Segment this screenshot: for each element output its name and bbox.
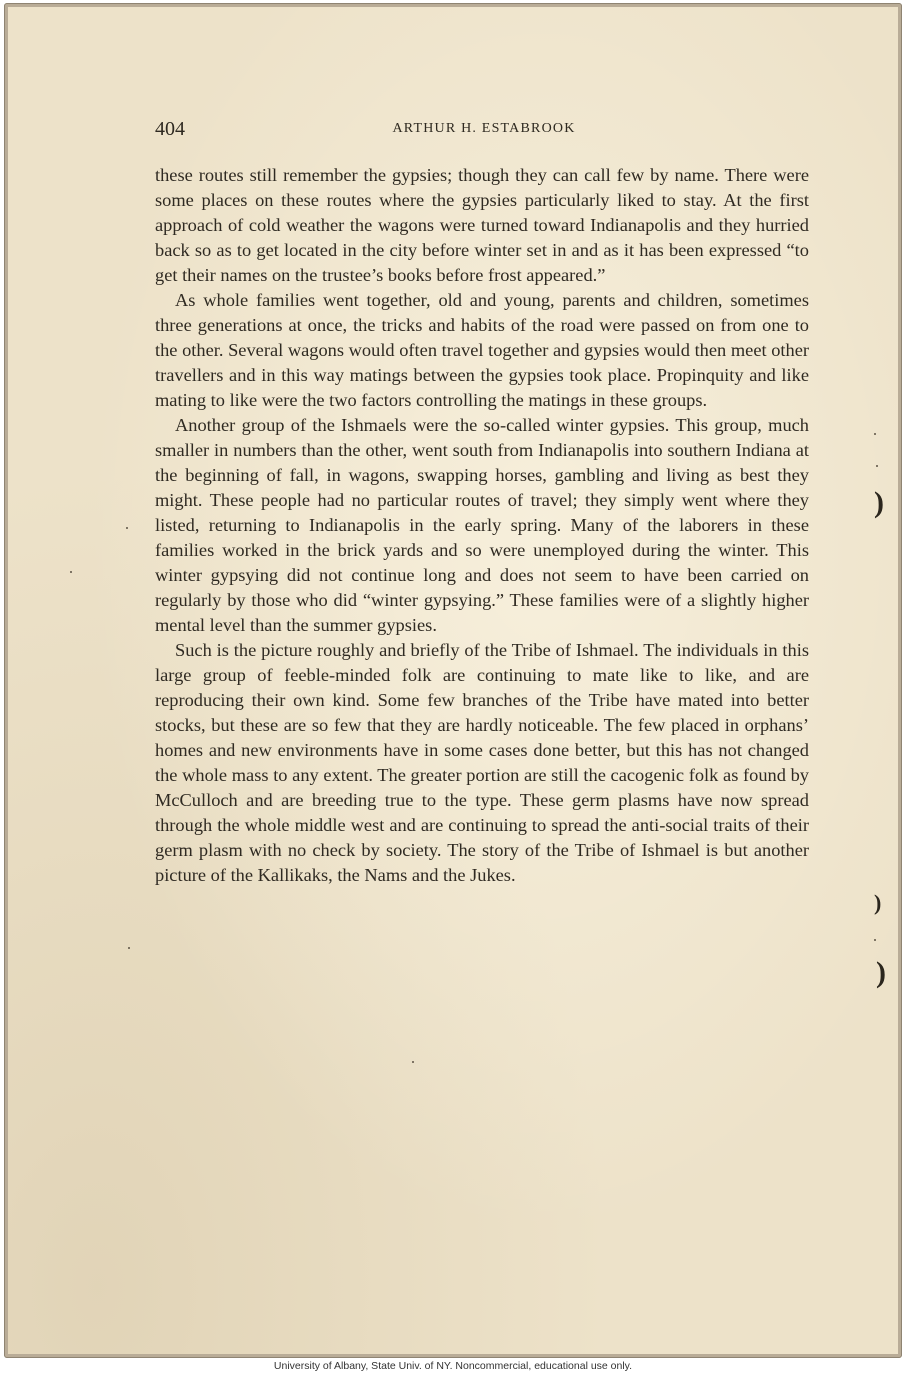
running-head <box>155 118 813 144</box>
paper-speck <box>128 947 130 949</box>
margin-bracket-mark: ) <box>874 486 884 519</box>
paragraph-3: Another group of the Ishmaels were the so-called winter gypsies. This group, much smaller in numbers than the other, went south from Indianapolis into southern Indiana at the beginning of fall, in wagons, swapping horses, gambling and living as best they might. These people had no particular routes of travel; they simply went where they listed, returning to Indianapolis in the early spring. Many of the laborers in these families worked in the brick yards and so were unemployed during the winter. This winter gypsying did not continue long and does not seem to have been carried on regularly by those who did “winter gypsying.” These families were of a slightly higher mental level than the summer gypsies. <box>155 415 809 635</box>
running-title: ARTHUR H. ESTABROOK <box>392 121 576 136</box>
paper-speck <box>412 1061 414 1063</box>
margin-bracket-mark: ) <box>876 956 886 989</box>
usage-credit: University of Albany, State Univ. of NY. Noncommercial, educational use only. <box>273 1360 633 1372</box>
paragraph-1: these routes still remember the gypsies; though they can call few by name. There were some places on these routes where the gypsies particularly liked to stay. At the first approach of cold weather the wagons were turned toward Indianapolis and they hurried back so as to get located in the city before winter set in and as it has been expressed “to get their names on the trustee’s books before frost appeared.” <box>155 165 809 285</box>
paper-speck <box>874 939 876 941</box>
paper-speck <box>70 571 72 573</box>
body-text <box>155 163 809 888</box>
margin-bracket-mark: ) <box>874 890 882 915</box>
page-sheet <box>4 3 902 1358</box>
paper-speck <box>876 465 878 467</box>
paragraph-4: Such is the picture roughly and briefly of the Tribe of Ishmael. The individuals in this large group of feeble-minded folk are continuing to mate like to like, and are reproducing their own kind. Some few branches of the Tribe have mated into better stocks, but these are so few that they are hardly noticeable. The few placed in orphans’ homes and new environments have in some cases done better, but this has not changed the whole mass to any extent. The greater portion are still the cacogenic folk as found by McCulloch and are breeding true to the type. These germ plasms have now spread through the whole middle west and are continuing to spread the anti-social traits of their germ plasm with no check by society. The story of the Tribe of Ishmael is but another picture of the Kallikaks, the Nams and the Jukes. <box>155 640 809 885</box>
page-number: 404 <box>155 118 185 140</box>
book-page <box>8 7 898 1354</box>
paper-speck <box>126 527 128 529</box>
paper-speck <box>874 433 876 435</box>
paragraph-2: As whole families went together, old and young, parents and children, sometimes three generations at once, the tricks and habits of the road were passed on from one to the other. Several wagons would often travel together and gypsies would then meet other travellers and in this way matings between the gypsies took place. Propinquity and like mating to like were the two factors controlling the matings in these groups. <box>155 290 809 410</box>
